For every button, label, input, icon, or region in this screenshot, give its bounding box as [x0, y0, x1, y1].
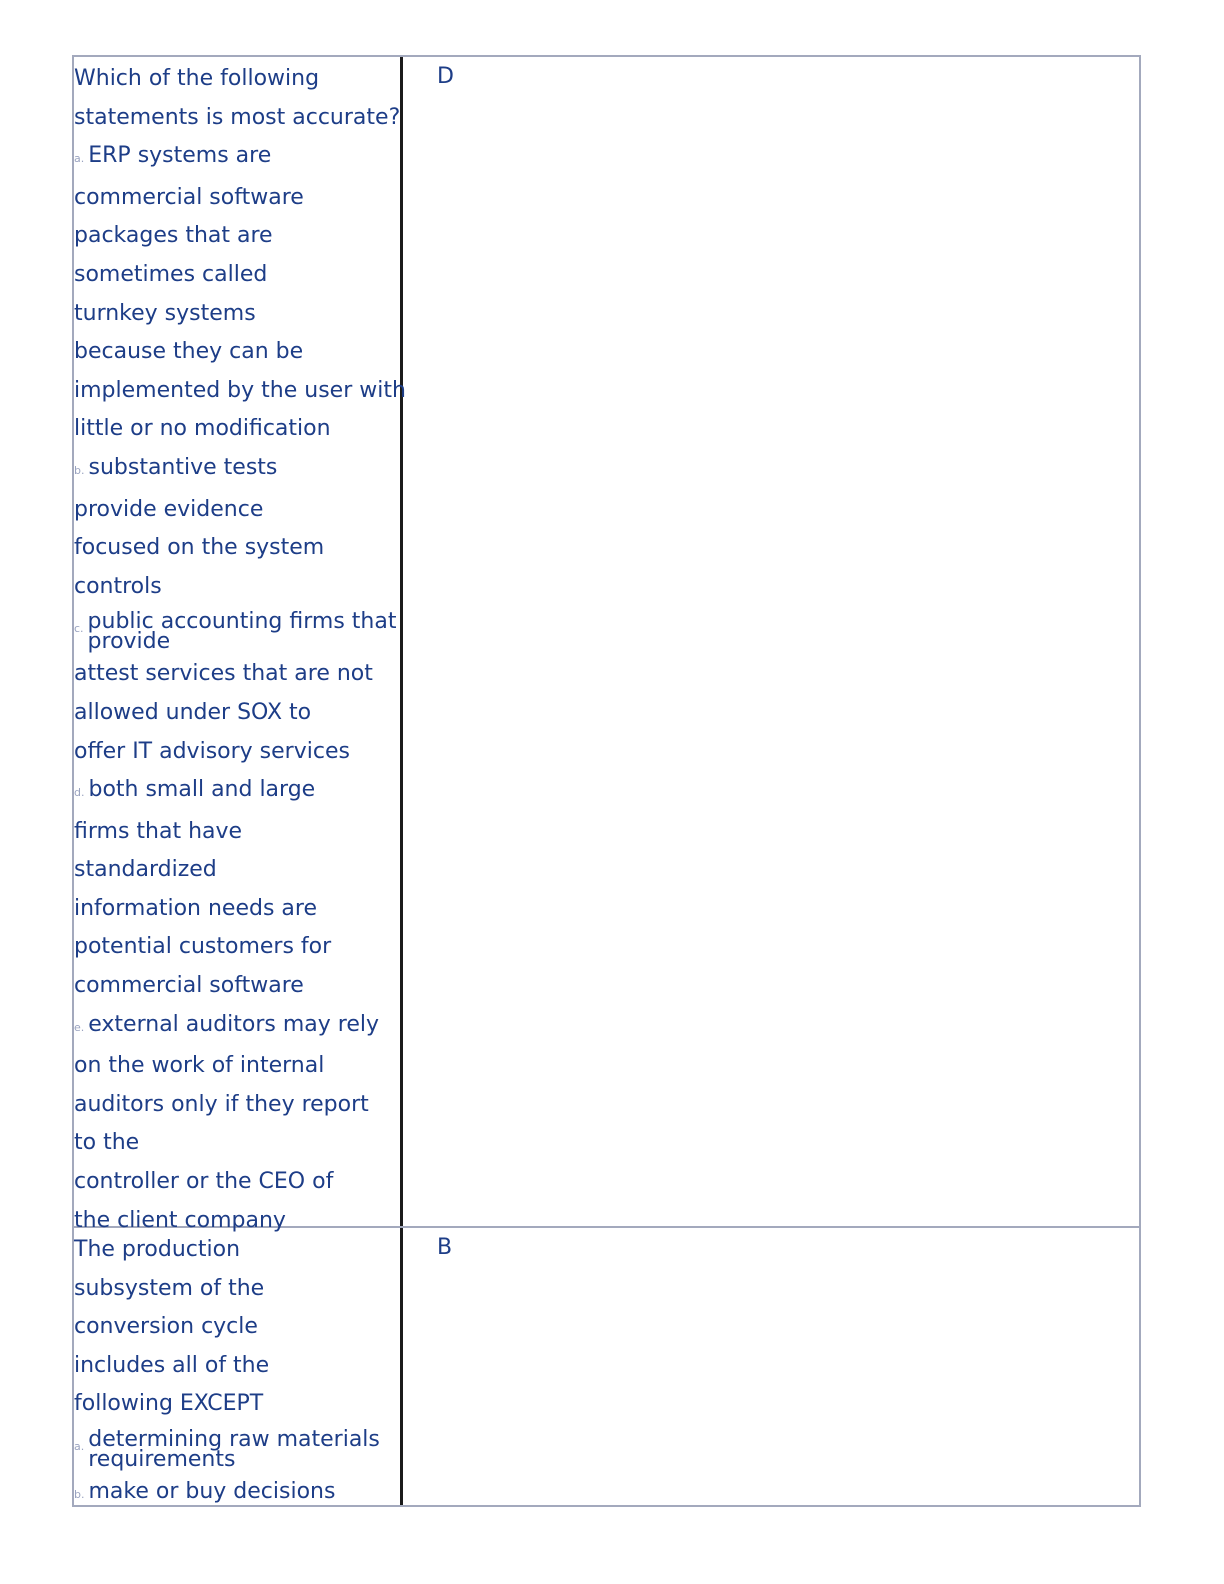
- question-prompt-line: Which of the following: [74, 66, 320, 91]
- question-row: [74, 57, 1139, 1233]
- option-e: [74, 1006, 400, 1048]
- option-a: [74, 137, 400, 179]
- question-prompt-line: conversion cycle: [74, 1314, 258, 1340]
- answer-text: D: [437, 64, 454, 89]
- question-cell: [74, 57, 406, 1233]
- option-text-line: information needs are: [74, 895, 317, 921]
- option-text: public accounting firms that provide: [87, 609, 397, 655]
- question-prompt-line: includes all of the: [74, 1352, 270, 1378]
- option-letter: e.: [74, 1020, 85, 1034]
- option-letter: a.: [74, 152, 85, 166]
- answer-text: B: [437, 1235, 453, 1260]
- option-text: ERP systems are: [88, 143, 272, 169]
- option-text-line: controller or the CEO of: [74, 1169, 334, 1195]
- option-text-line: auditors only if they report: [74, 1091, 369, 1117]
- option-text-line: the client company: [74, 1207, 286, 1233]
- option-text-line: turnkey systems: [74, 300, 256, 326]
- option-text-line: to the: [74, 1130, 140, 1156]
- answer-cell: [403, 57, 1139, 1226]
- option-text-line: controls: [74, 573, 162, 599]
- option-text: determining raw materials requirements: [88, 1426, 380, 1472]
- option-letter: b.: [74, 463, 85, 477]
- option-text: external auditors may rely: [88, 1011, 380, 1037]
- option-text-line: offer IT advisory services: [74, 738, 350, 764]
- question-answer-table: [72, 55, 1141, 1507]
- option-a: [74, 1424, 400, 1473]
- question-cell: [74, 1228, 403, 1505]
- option-c: [74, 606, 400, 655]
- option-text-line: focused on the system: [74, 535, 325, 561]
- option-text-line: attest services that are not: [74, 661, 373, 687]
- question-row: [74, 1226, 1139, 1505]
- option-text-line: commercial software: [74, 184, 304, 210]
- answer-cell: [403, 1228, 1139, 1505]
- question-prompt-line: The production: [74, 1237, 241, 1262]
- option-text-line: potential customers for: [74, 934, 332, 960]
- option-letter: c.: [74, 622, 84, 636]
- option-text: substantive tests: [88, 454, 278, 480]
- option-text-line: standardized: [74, 857, 217, 883]
- question-prompt-line: statements is most accurate?: [74, 104, 401, 130]
- option-b: [74, 449, 400, 491]
- option-text-line: implemented by the user with: [74, 377, 406, 403]
- option-d: [74, 771, 400, 813]
- option-text-line: because they can be: [74, 339, 304, 365]
- option-b: [74, 1473, 400, 1515]
- option-text-line: commercial software: [74, 973, 304, 999]
- option-letter: b.: [74, 1487, 85, 1501]
- option-text-line: packages that are: [74, 223, 273, 249]
- option-text-line: firms that have: [74, 818, 243, 844]
- option-text-line: provide evidence: [74, 496, 264, 522]
- option-letter: d.: [74, 786, 85, 800]
- option-text: make or buy decisions: [88, 1478, 336, 1504]
- question-prompt-line: subsystem of the: [74, 1275, 265, 1301]
- option-letter: a.: [74, 1439, 85, 1453]
- option-text: both small and large: [88, 777, 316, 803]
- option-text-line: allowed under SOX to: [74, 699, 312, 725]
- option-text-line: sometimes called: [74, 261, 268, 287]
- question-prompt-line: following EXCEPT: [74, 1391, 264, 1417]
- option-text-line: on the work of internal: [74, 1053, 325, 1079]
- option-text-line: little or no modification: [74, 416, 331, 442]
